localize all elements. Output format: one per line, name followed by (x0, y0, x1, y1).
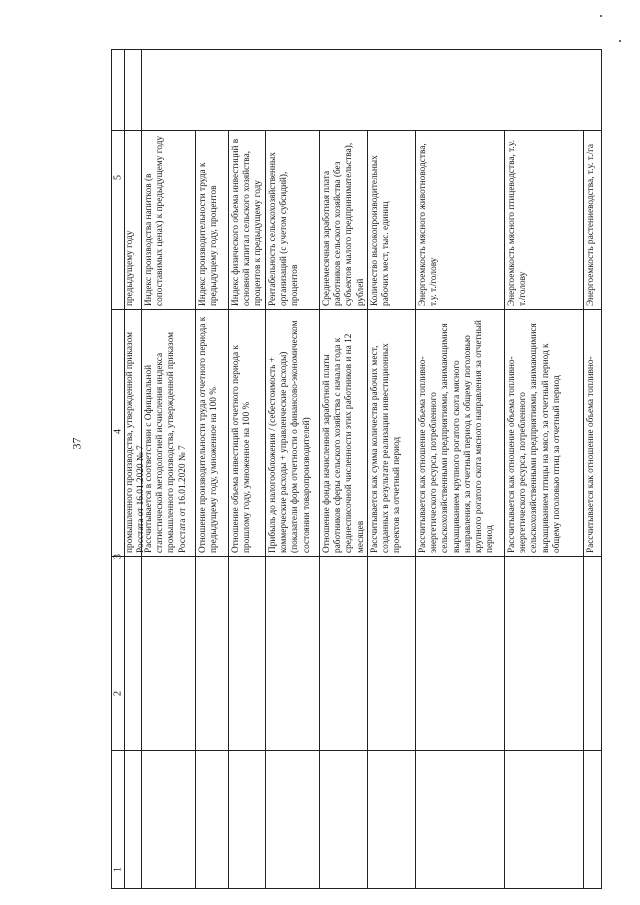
col-divider (111, 130, 602, 131)
table-row-description: промышленного производства, утвержденной приказом Росстата от 16.01.2020 № 7 (125, 332, 147, 553)
table-row-indicator: Индекс физического объема инвестиций в основной капитал сельского хозяйства, процентов к предыдущему году (231, 138, 264, 306)
table-row-description: Рассчитывается как отношение объема топливно- (586, 356, 596, 553)
table-row-indicator: предыдущему году (125, 230, 135, 306)
row-divider (504, 130, 505, 889)
table-row-indicator: Количество высокопроизводительных рабочих мест, тыс. единиц (370, 155, 392, 306)
row-divider (319, 130, 320, 889)
column-header-2: 2 (112, 691, 124, 696)
row-divider (415, 130, 416, 889)
page-number: 37 (69, 437, 84, 450)
column-header-1: 1 (112, 867, 124, 872)
col-divider (111, 309, 602, 310)
scan-speck (619, 40, 621, 42)
table-row-indicator: Индекс производства напитков (в сопоставимых ценах) к предыдущему году (144, 135, 166, 306)
row-divider (367, 130, 368, 889)
col-divider (111, 750, 602, 751)
column-header-4: 4 (112, 429, 124, 434)
row-divider (583, 130, 584, 889)
table-row-indicator: Энергоемкость мясного животноводства, т.у. т./голову (418, 143, 440, 306)
column-header-3: 3 (112, 554, 124, 559)
table-row-description: Рассчитывается как отношение объема топливно-энергетического ресурса, потребленного сельскохозяйственными предприятиями, занимающимися выращиванием крупного рогатого скота мясного направления, за отчетный период к общему поголовью крупного рогатого скота мясного направления за отчетный период (418, 320, 496, 553)
table-row-indicator: Рентабельность сельскохозяйственных организаций (с учетом субсидий), процентов (268, 152, 301, 306)
col-divider (111, 556, 602, 557)
scan-speck (600, 15, 602, 17)
table-row-description: Отношение производительности труда отчетного периода к предыдущему году, умноженное на 100 % (198, 316, 220, 553)
table-row-description: Рассчитывается в соответствии с Официальной статистической методологией исчисления индекса промышленного производства, утвержденной приказом Росстата от 16.01.2020 № 7 (144, 332, 188, 553)
table-row-indicator: Энергоемкость растениеводства, т.у. т./га (586, 143, 596, 306)
table-row-description: Рассчитывается как сумма количества рабочих мест, созданных в результате реализации инвестиционных проектов за отчетный период (370, 343, 403, 553)
table-row-indicator: Среднемесячная заработная плата работников сельского хозяйства (без субъектов малого предпринимательства), рублей (322, 142, 366, 306)
table-row-indicator: Энергоемкость мясного птицеводства, т.у. т./голову (507, 140, 529, 306)
table-row-description: Отношение объема инвестиций отчетного периода к прошлому году, умноженное на 100 % (231, 345, 253, 553)
row-divider (195, 130, 196, 889)
table-row-description: Рассчитывается как отношение объема топливно-энергетического ресурса, потребленного сельскохозяйственными предприятиями, занимающимися выращиванием птицы на мясо, за отчетный период к общему поголовью птиц за отчетный период (507, 323, 562, 553)
table-row-description: Прибыль до налогообложения / (себестоимость + коммерческие расходы + управленческие расходы) (показатели форм отчетности о финансово-экономическом состоянии товаропроизводителей) (268, 320, 312, 553)
table-row-indicator: Индекс производительности труда к предыдущему году, процентов (198, 162, 220, 306)
column-header-5: 5 (112, 175, 124, 180)
table-row-description: Отношение фонда начисленной заработной платы работников сферы сельского хозяйства с начала года к среднесписочной численности этих работников и на 12 месяцев (322, 333, 366, 553)
row-divider (228, 130, 229, 889)
row-divider (265, 130, 266, 889)
